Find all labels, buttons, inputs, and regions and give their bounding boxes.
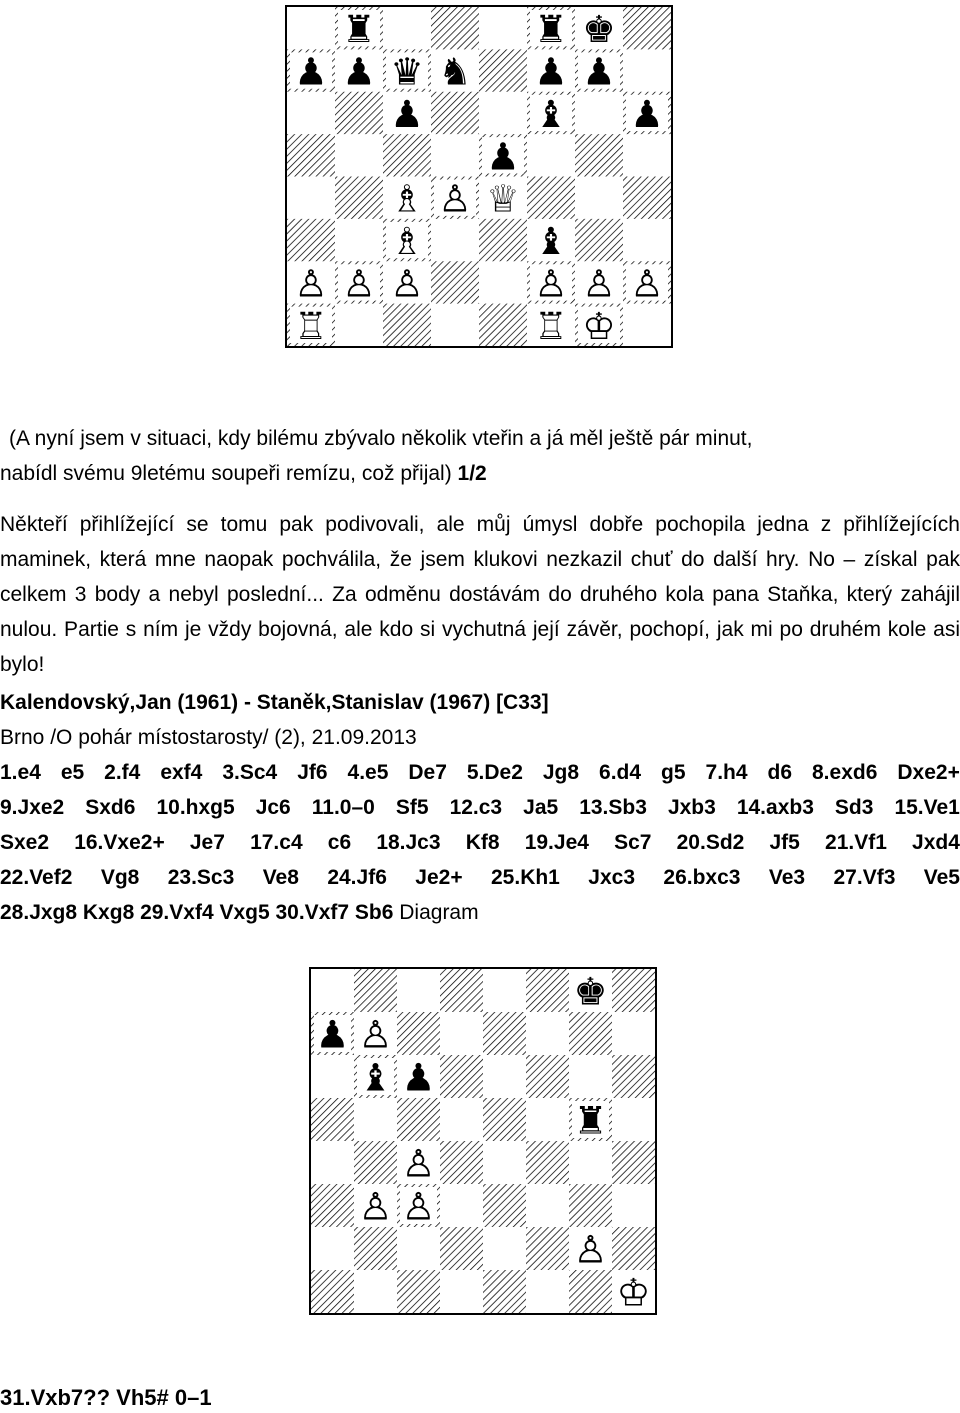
dark-square (383, 134, 431, 176)
move: Ve3 (768, 866, 806, 889)
white-piece-a1: ♖ (294, 303, 328, 346)
move: 14.axb3 (736, 796, 814, 819)
move: Jxb3 (667, 796, 716, 819)
dark-square (440, 1141, 483, 1184)
dark-square (623, 7, 671, 49)
chess-diagram-2 (309, 967, 657, 1315)
move: 24.Jf6 (327, 866, 387, 889)
dark-square (569, 1184, 612, 1227)
black-piece-b8: ♜ (342, 7, 376, 52)
white-piece-g2: ♙ (573, 1227, 608, 1272)
move: c6 (327, 831, 352, 854)
move: Vg8 (100, 866, 140, 889)
move: 12.c3 (449, 796, 503, 819)
black-piece-b7: ♟ (342, 49, 376, 94)
black-piece-a7: ♟ (294, 49, 328, 94)
black-piece-d7: ♞ (438, 49, 472, 94)
intro-line-2: nabídl svému 9letému soupeři remízu, což přijal) 1/2 (0, 462, 487, 485)
dark-square (311, 1184, 354, 1227)
move: Jg8 (542, 761, 580, 784)
white-piece-c4: ♙ (401, 1141, 436, 1186)
moves-row-3 (0, 825, 960, 860)
move: 16.Vxe2+ (74, 831, 165, 854)
dark-square (569, 1012, 612, 1055)
move: 2.f4 (104, 761, 141, 784)
move: Jc6 (255, 796, 291, 819)
dark-square (479, 219, 527, 261)
move: 27.Vf3 (833, 866, 896, 889)
black-piece-f8: ♜ (534, 7, 568, 52)
dark-square (397, 1012, 440, 1055)
dark-square (335, 177, 383, 219)
dark-square (483, 1098, 526, 1141)
move: exf4 (160, 761, 203, 784)
dark-square (612, 1141, 655, 1184)
move: 6.d4 (599, 761, 642, 784)
black-piece-g7: ♟ (582, 49, 616, 94)
black-piece-f7: ♟ (534, 49, 568, 94)
game-event: Brno /O pohár místostarosty/ (2), 21.09.2013 (0, 726, 417, 749)
white-piece-f2: ♙ (534, 261, 568, 306)
dark-square (483, 1270, 526, 1313)
intro-result: 1/2 (457, 462, 487, 485)
move: 9.Jxe2 (0, 796, 65, 819)
dark-square (354, 1227, 397, 1270)
move: De7 (408, 761, 447, 784)
dark-square (526, 969, 569, 1012)
move: 21.Vf1 (825, 831, 887, 854)
dark-square (431, 261, 479, 303)
dark-square (383, 304, 431, 346)
intro-text (0, 421, 960, 491)
move: Dxe2+ (897, 761, 960, 784)
dark-square (623, 177, 671, 219)
game-record (0, 685, 960, 930)
intro-line-1: (A nyní jsem v situaci, kdy bilému zbývalo několik vteřin a já měl ještě pár minut, (9, 427, 753, 450)
dark-square (526, 1055, 569, 1098)
dark-square (527, 177, 575, 219)
white-piece-h2: ♙ (630, 261, 664, 306)
final-moves: 31.Vxb7?? Vh5# 0–1 (0, 1385, 212, 1410)
dark-square (431, 7, 479, 49)
white-piece-c3: ♙ (401, 1184, 436, 1229)
dark-square (431, 92, 479, 134)
move: 7.h4 (705, 761, 748, 784)
move: 19.Je4 (524, 831, 589, 854)
black-piece-f3: ♝ (534, 219, 568, 264)
story-text: Někteří přihlížející se tomu pak podivovali, ale můj úmysl dobře pochopila jedna z přihlížejících maminek, která mne naopak pochválila, že jsem klukovi nezkazil chuť do další hry. No – získal pak celkem 3 body a nebyl poslední... Za odměnu dostávám do druhého kola pana Staňka, který zahájil nulou. Partie s ním je vždy bojovná, ale kdo si vychutná její závěr, pochopí, jak mi po druhém kole asi bylo! (0, 513, 960, 676)
white-piece-b3: ♙ (358, 1184, 393, 1229)
move: 11.0–0 (311, 796, 375, 819)
black-piece-c7: ♛ (390, 49, 424, 94)
move: Jxc3 (588, 866, 635, 889)
dark-square (397, 1270, 440, 1313)
move: 8.exd6 (812, 761, 878, 784)
moves-row-4 (0, 860, 960, 895)
dark-square (354, 1141, 397, 1184)
move: 1.e4 (0, 761, 41, 784)
black-piece-g8: ♚ (573, 969, 608, 1014)
move: Je2+ (415, 866, 463, 889)
black-piece-g8: ♚ (582, 7, 616, 52)
white-piece-e4: ♕ (486, 176, 520, 221)
move: 4.e5 (347, 761, 389, 784)
move: 5.De2 (466, 761, 523, 784)
dark-square (569, 1270, 612, 1313)
dark-square (287, 134, 335, 176)
game-players: Kalendovský,Jan (1961) - Staněk,Stanislav (1967) [C33] (0, 691, 549, 714)
move: Jf6 (297, 761, 328, 784)
dark-square (354, 969, 397, 1012)
move: 25.Kh1 (491, 866, 560, 889)
move: Sc7 (614, 831, 652, 854)
move: d6 (767, 761, 793, 784)
move: Sd3 (834, 796, 874, 819)
move: Kf8 (465, 831, 500, 854)
moves-row-5: 28.Jxg8 Kxg8 29.Vxf4 Vxg5 30.Vxf7 Sb6 Diagram (0, 901, 479, 924)
white-piece-f1: ♖ (534, 303, 568, 346)
move: Je7 (189, 831, 225, 854)
move: Ve8 (262, 866, 299, 889)
moves-row-1 (0, 755, 960, 790)
dark-square (575, 219, 623, 261)
move: Jxd4 (912, 831, 960, 854)
white-piece-g2: ♙ (582, 261, 616, 306)
white-piece-d4: ♙ (438, 176, 472, 221)
white-piece-c4: ♗ (390, 176, 424, 221)
moves-row-2 (0, 790, 960, 825)
move: Sf5 (395, 796, 429, 819)
black-piece-e5: ♟ (486, 134, 520, 179)
black-piece-a7: ♟ (315, 1012, 350, 1057)
dark-square (575, 134, 623, 176)
dark-square (311, 1270, 354, 1313)
story-paragraph (0, 507, 960, 682)
black-piece-c6: ♟ (401, 1055, 436, 1100)
move: Ve5 (923, 866, 960, 889)
diagram-label: Diagram (399, 901, 479, 924)
dark-square (311, 1098, 354, 1141)
move: Jf5 (769, 831, 800, 854)
move: 17.c4 (250, 831, 303, 854)
dark-square (287, 219, 335, 261)
move: 10.hxg5 (156, 796, 235, 819)
dark-square (612, 969, 655, 1012)
move: g5 (661, 761, 686, 784)
move: 20.Sd2 (676, 831, 745, 854)
white-piece-a2: ♙ (294, 261, 328, 306)
dark-square (526, 1227, 569, 1270)
black-piece-g5: ♜ (573, 1098, 608, 1143)
move: Sxd6 (85, 796, 136, 819)
move: 13.Sb3 (579, 796, 647, 819)
white-piece-b2: ♙ (342, 261, 376, 306)
white-piece-b7: ♙ (358, 1012, 393, 1057)
dark-square (526, 1141, 569, 1184)
dark-square (397, 1098, 440, 1141)
white-piece-c3: ♗ (390, 219, 424, 264)
dark-square (479, 304, 527, 346)
dark-square (335, 92, 383, 134)
dark-square (440, 1055, 483, 1098)
dark-square (483, 1012, 526, 1055)
move: Sxe2 (0, 831, 50, 854)
black-piece-h6: ♟ (630, 91, 664, 136)
move: 18.Jc3 (376, 831, 441, 854)
white-piece-g1: ♔ (582, 303, 616, 346)
dark-square (612, 1227, 655, 1270)
black-piece-f6: ♝ (534, 91, 568, 136)
move: 23.Sc3 (167, 866, 235, 889)
black-piece-c6: ♟ (390, 91, 424, 136)
black-piece-b6: ♝ (358, 1055, 393, 1100)
dark-square (440, 1227, 483, 1270)
move: Ja5 (523, 796, 559, 819)
move: 26.bxc3 (663, 866, 741, 889)
move: 22.Vef2 (0, 866, 73, 889)
move: e5 (60, 761, 85, 784)
chess-diagram-1 (285, 5, 673, 348)
dark-square (479, 49, 527, 91)
white-piece-c2: ♙ (390, 261, 424, 306)
move: 15.Ve1 (894, 796, 960, 819)
move: 3.Sc4 (222, 761, 278, 784)
dark-square (612, 1055, 655, 1098)
dark-square (483, 1184, 526, 1227)
dark-square (440, 969, 483, 1012)
white-piece-h1: ♔ (616, 1270, 651, 1313)
